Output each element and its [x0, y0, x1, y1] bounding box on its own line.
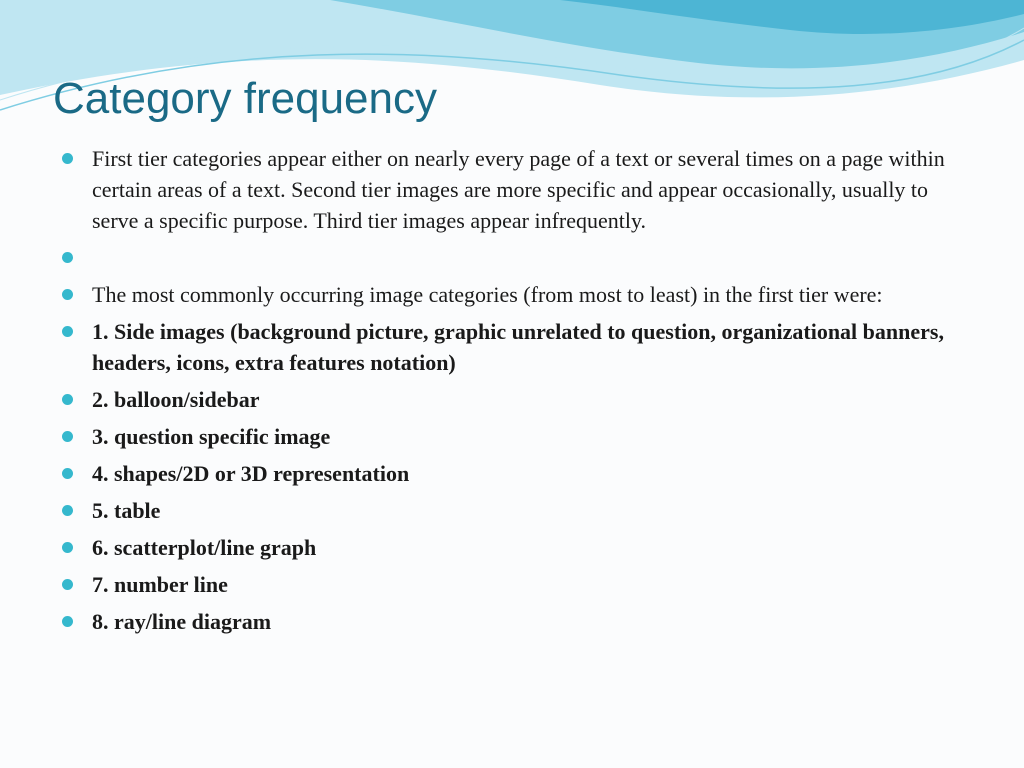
bullet-text: First tier categories appear either on nearly every page of a text or several times on a page within certain areas of a text. Second tier images are more specific and appear occasionally, usually to serve a specific purpose. Third tier images appear infrequently. — [92, 146, 945, 233]
bullet-text: 1. Side images (background picture, graphic unrelated to question, organizational banners, headers, icons, extra features notation) — [92, 319, 944, 375]
bullet-dot-icon — [62, 153, 73, 164]
bullet-dot-icon — [62, 505, 73, 516]
bullet-dot-icon — [62, 542, 73, 553]
bullet-item — [62, 421, 962, 452]
bullet-text: 8. ray/line diagram — [92, 609, 272, 634]
bullet-dot-icon — [62, 252, 73, 263]
bullet-item — [62, 606, 962, 637]
bullet-text: 7. number line — [92, 572, 228, 597]
bullet-item — [62, 384, 962, 415]
bullet-item — [62, 569, 962, 600]
bullet-text: 2. balloon/sidebar — [92, 387, 260, 412]
bullet-dot-icon — [62, 431, 73, 442]
bullet-item — [62, 143, 962, 236]
bullet-item — [62, 532, 962, 563]
bullet-item — [62, 242, 962, 273]
bullet-dot-icon — [62, 468, 73, 479]
bullet-item — [62, 458, 962, 489]
bullet-text: 5. table — [92, 498, 161, 523]
bullet-dot-icon — [62, 579, 73, 590]
bullet-text: 3. question specific image — [92, 424, 331, 449]
bullet-text: The most commonly occurring image categories (from most to least) in the first tier were: — [92, 282, 883, 307]
bullet-dot-icon — [62, 289, 73, 300]
bullet-item — [62, 495, 962, 526]
bullet-dot-icon — [62, 616, 73, 627]
slide-title: Category frequency — [53, 74, 437, 123]
bullet-text: 4. shapes/2D or 3D representation — [92, 461, 410, 486]
bullet-list — [62, 143, 962, 643]
bullet-text: 6. scatterplot/line graph — [92, 535, 317, 560]
bullet-item — [62, 279, 962, 310]
bullet-dot-icon — [62, 394, 73, 405]
bullet-dot-icon — [62, 326, 73, 337]
bullet-item — [62, 316, 962, 378]
